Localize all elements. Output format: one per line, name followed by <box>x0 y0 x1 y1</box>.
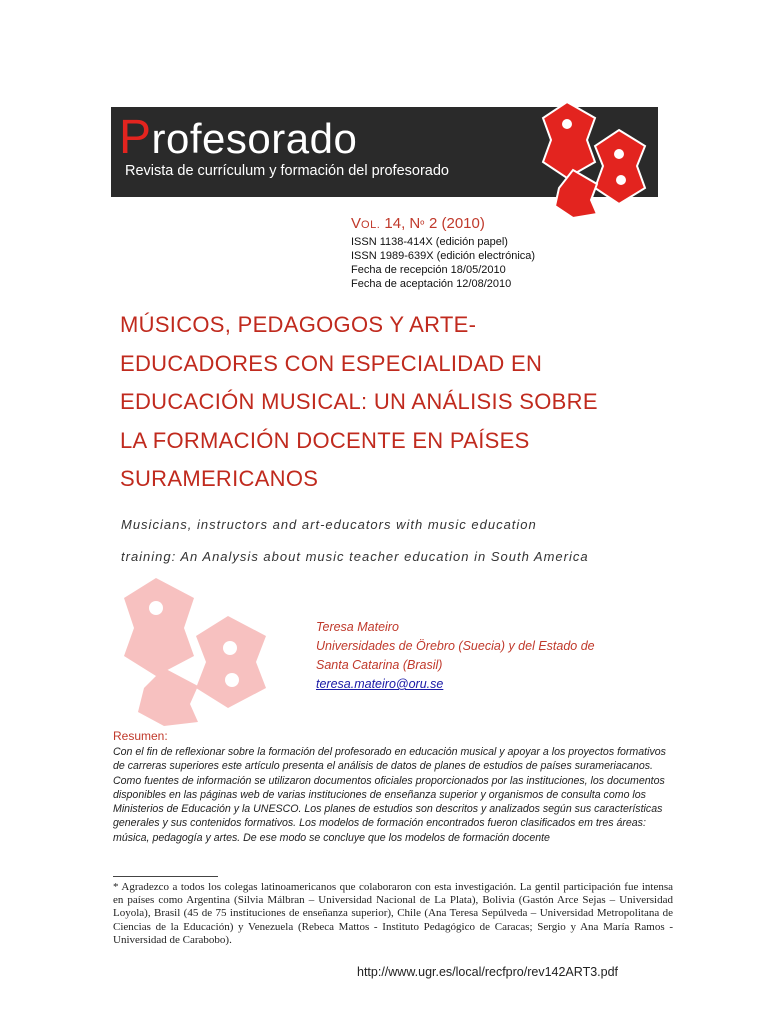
received-date: Fecha de recepción 18/05/2010 <box>351 264 506 276</box>
issn-print: ISSN 1138-414X (edición papel) <box>351 236 508 248</box>
english-title-line: Musicians, instructors and art-educators with music education <box>121 517 537 532</box>
journal-title-initial: P <box>119 111 152 164</box>
title-line: EDUCACIÓN MUSICAL: UN ANÁLISIS SOBRE <box>120 389 598 414</box>
title-line: LA FORMACIÓN DOCENTE EN PAÍSES <box>120 427 530 453</box>
volume-number: VOL. 14, Nº 2 (2010) <box>351 215 485 232</box>
author-affiliation: Universidades de Örebro (Suecia) y del Estado de <box>316 639 595 653</box>
journal-logo-icon <box>537 100 649 218</box>
article-title <box>120 306 640 499</box>
abstract-text: Con el fin de reflexionar sobre la formación del profesorado en educación musical y apoyar a los proyectos formativos de carreras superiores este artículo presenta el análisis de datos de planes de estudios de países surameriacanos. Como fuentes de información se utilizaron documentos oficiales proporcionados por las instituciones, los documentos disponibles en las páginas web de varias instituciones de enseñanza superior y organismos de consulta como los Ministerios de Educación y la UNESCO. Los planes de estudios son descritos y analizados según sus características generales y sus contenidos formativos. Los modelos de formación encontrados fueron clasificados em tres áreas: música, pedagogía y artes. De ese modo se concluye que los modelos de formación docente <box>113 746 666 844</box>
article-url-link[interactable]: http://www.ugr.es/local/recfpro/rev142ART3.pdf <box>357 965 619 979</box>
issue-info <box>351 214 535 291</box>
title-line: SURAMERICANOS <box>120 466 319 491</box>
english-title <box>121 509 701 573</box>
english-title-line: training: An Analysis about music teacher education in South America <box>121 549 589 564</box>
journal-subtitle: Revista de currículum y formación del profesorado <box>125 163 449 179</box>
footnote-text: * Agradezco a todos los colegas latinoamericanos que colaboraron con esta investigación. La gentil participación fue intensa en países como Argentina (Silvia Málbran – Universidad Nacional de La Plata), Bolivia (Gastón Arce Sejas – Universidad Loyola), Brasil (45 de 75 instituciones de enseñanza superior), Chile (Ana Teresa Sepúlveda – Universidad Metropolitana de Ciencias de la Educación) y Venezuela (Rebeca Mattos - Instituto Pedagógico de Caracas; Sergio y Ana María Ramos - Universidad de Carabobo). <box>113 881 673 946</box>
author-affiliation: Santa Catarina (Brasil) <box>316 658 443 672</box>
author-name: Teresa Mateiro <box>316 620 399 634</box>
watermark-logo-icon <box>116 576 276 726</box>
title-line: EDUCADORES CON ESPECIALIDAD EN <box>120 350 543 376</box>
journal-title-rest: rofesorado <box>151 115 358 162</box>
issn-online: ISSN 1989-639X (edición electrónica) <box>351 250 536 262</box>
author-email-link[interactable]: teresa.mateiro@oru.se <box>316 677 444 691</box>
abstract-heading: Resumen: <box>113 729 168 743</box>
journal-title <box>119 111 358 164</box>
footnote-divider <box>113 876 218 877</box>
title-line: MÚSICOS, PEDAGOGOS Y ARTE- <box>120 312 477 337</box>
author-block <box>316 618 676 694</box>
accepted-date: Fecha de aceptación 12/08/2010 <box>351 278 512 290</box>
